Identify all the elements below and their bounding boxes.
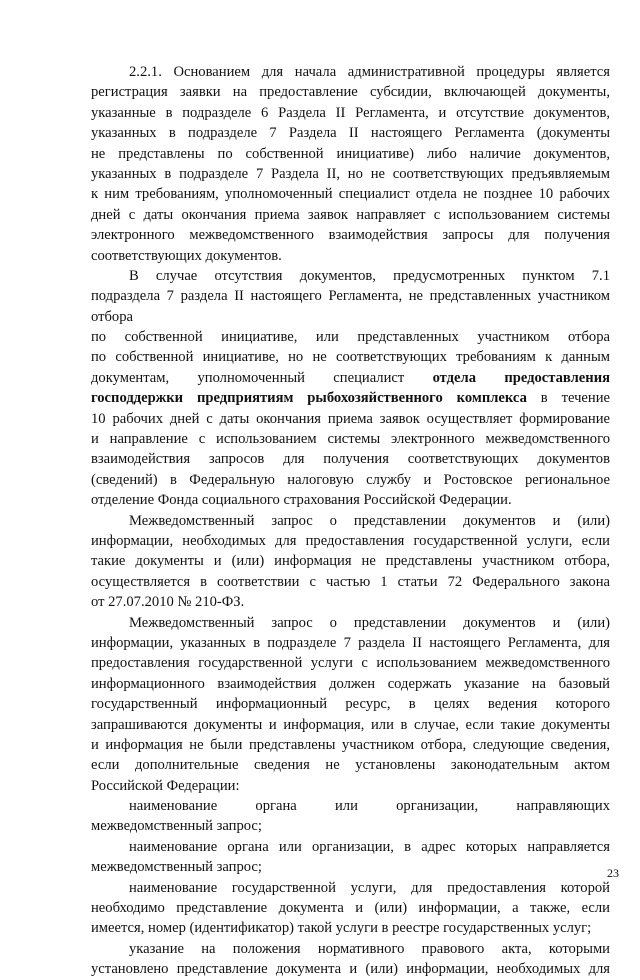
- text-line: наименование государственной услуги, для предоставления которой: [129, 879, 610, 896]
- text-line: указание на положения нормативного правового акта, которыми: [129, 940, 610, 957]
- text-line: необходимо представление документа и (или) информации, а также, если: [91, 900, 610, 917]
- text-line: взаимодействия запросов для получения соответствующих документов: [91, 451, 610, 468]
- text-line: по собственной инициативе, но не соответствующих требованиям к данным: [91, 349, 610, 366]
- text-line: предоставления государственной услуги с использованием межведомственного: [91, 655, 610, 672]
- text-line: такие документы и (или) информация не представлены участником отбора,: [91, 553, 610, 570]
- text-line: (сведений) в Федеральную налоговую службу и Ростовское региональное: [91, 471, 610, 488]
- text-line: указанных в подразделе 7 Раздела II, но не соответствующих предъявляемым: [91, 165, 610, 182]
- text-line: имеется, номер (идентификатор) такой услуги в реестре государственных услуг;: [91, 920, 592, 937]
- department-name: отдела предоставления: [432, 369, 610, 386]
- text-line: по собственной инициативе, или представленных участником отбора: [91, 329, 610, 346]
- text-segment: документам, уполномоченный специалист: [91, 369, 405, 386]
- text-line: установлено представление документа и (или) информации, необходимых для: [91, 961, 610, 978]
- text-line: Межведомственный запрос о представлении документов и (или): [129, 614, 610, 631]
- text-line: [91, 368, 610, 388]
- text-line: указанных в подразделе 7 Раздела II настоящего Регламента (документы: [91, 125, 610, 142]
- text-line: запрашиваются документы и информация, или в случае, если такие документы: [91, 716, 610, 733]
- text-line: осуществляется в соответствии с частью 1 статьи 72 Федерального закона: [91, 573, 610, 590]
- text-line: [91, 388, 610, 408]
- text-line: Межведомственный запрос о представлении документов и (или): [129, 512, 610, 529]
- text-line: соответствующих документов.: [91, 247, 282, 264]
- text-line: Российской Федерации:: [91, 777, 240, 794]
- text-segment: в течение: [540, 390, 610, 407]
- text-line: отбора: [91, 308, 133, 325]
- text-line: наименование органа или организации, в адрес которых направляется: [129, 838, 610, 855]
- text-line: и направление с использованием системы электронного межведомственного: [91, 431, 610, 448]
- text-line: регистрация заявки на предоставление субсидии, включающей документы,: [91, 84, 610, 101]
- text-line: межведомственный запрос;: [91, 859, 262, 876]
- text-line: не представлены по собственной инициативе) либо наличие документов,: [91, 145, 610, 162]
- text-line: информационного взаимодействия должен содержать указание на базовый: [91, 675, 610, 692]
- text-line: дней с даты окончания приема заявок направляет с использованием системы: [91, 206, 610, 223]
- text-line: подраздела 7 раздела II настоящего Регламента, не представленных участником: [91, 288, 610, 305]
- page-number: 23: [607, 866, 619, 880]
- text-line: В случае отсутствия документов, предусмотренных пунктом 7.1: [129, 267, 610, 284]
- department-name: господдержки предприятиям рыбохозяйственного комплекса: [91, 390, 527, 407]
- text-line: от 27.07.2010 № 210-ФЗ.: [91, 594, 245, 611]
- document-page: [91, 62, 610, 980]
- text-line: и информация не были представлены участником отбора, следующие сведения,: [91, 736, 610, 753]
- text-line: отделение Фонда социального страхования Российской Федерации.: [91, 492, 512, 509]
- text-line: 10 рабочих дней с даты окончания приема заявок осуществляет формирование: [91, 410, 610, 427]
- text-line: указанные в подразделе 6 Раздела II Регламента, и отсутствие документов,: [91, 104, 610, 121]
- text-line: электронного межведомственного взаимодействия запросы для получения: [91, 227, 610, 244]
- text-line: государственный информационный ресурс, в целях ведения которого: [91, 696, 610, 713]
- text-line: информации, необходимых для предоставления государственной услуги, если: [91, 532, 610, 549]
- text-line: межведомственный запрос;: [91, 818, 262, 835]
- text-line: 2.2.1. Основанием для начала административной процедуры является: [129, 64, 610, 80]
- text-line: наименование органа или организации, направляющих: [129, 798, 610, 815]
- text-line: если дополнительные сведения не установлены законодательным актом: [91, 757, 610, 774]
- text-line: информации, указанных в подразделе 7 раздела II настоящего Регламента, для: [91, 634, 610, 651]
- text-line: к ним требованиям, уполномоченный специалист отдела не позднее 10 рабочих: [91, 186, 610, 203]
